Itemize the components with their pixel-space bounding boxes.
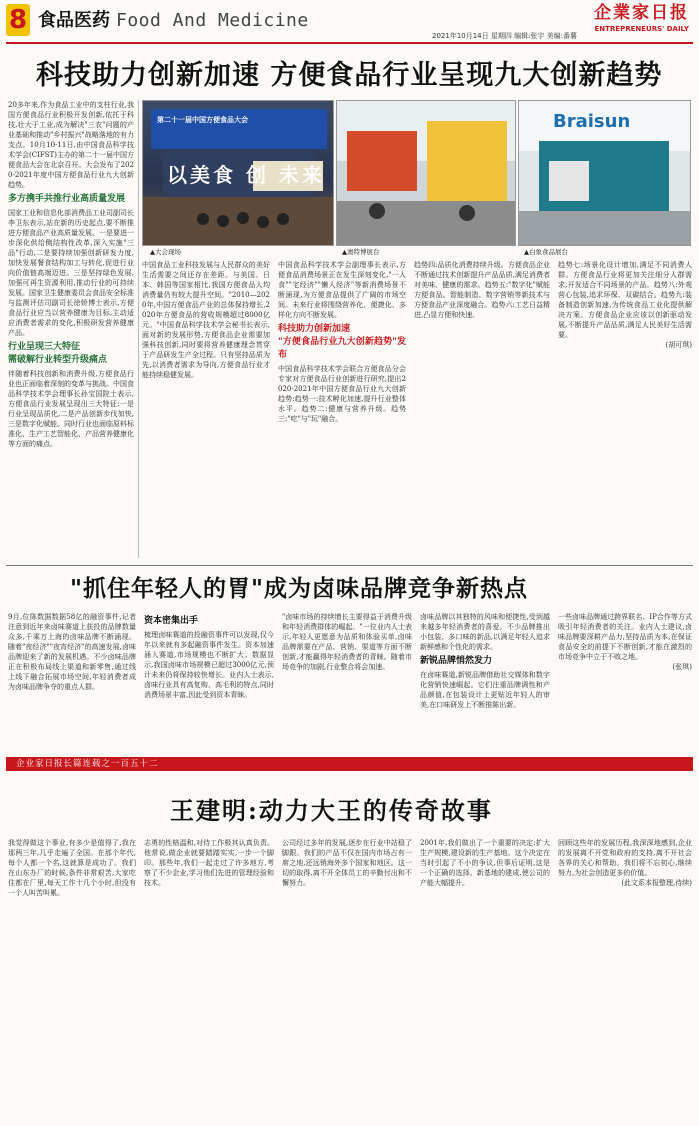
story2-column-4: [420, 612, 550, 752]
story2-author: (张琪): [672, 663, 692, 671]
booth-image-1: [337, 101, 516, 246]
story1-author: (胡可琪): [665, 341, 692, 349]
story3-column-1: [8, 838, 136, 1120]
story1-col2-text: 中国食品工业科技发展与人民群众的美好生活需要之间还存在差距。与美国、日本、韩国等国家相比,我国方便食品人均消费量仍有较大提升空间。"2010—2020年,中国方便食品产业的总体保持增长,2020年方便食品的营收规模超过8000亿元。"中国食品科学技术学会秘书长表示,面对新的发展形势,方便食品企业需要加强科技创新,同时要将营养健康理念贯穿于产品研发生产全过程。只有坚持品质为先,以消费者需求为导向,方便食品行业才能持续稳健发展。: [142, 261, 270, 379]
newspaper-logo-en: ENTREPRENEURS' DAILY: [594, 25, 689, 33]
booth-brand-sign: Braisun: [553, 111, 631, 132]
story1-col1b-text: 伴随着科技创新和消费升级,方便食品行业也正面临着深刻的变革与挑战。中国食品科学技术学会理事长孙宝国院士表示,方便食品行业发展呈现出三大特征:一是行业呈现品质化,二是产品创新步伐加快,三是数字化赋能。同时行业也面临原料标准化、生产工艺智能化、产品营养健康化等方面的痛点。: [8, 370, 134, 448]
masthead-rule: [6, 42, 693, 44]
story2-column-1: [8, 612, 136, 752]
section-divider-1: [6, 565, 693, 566]
section-title-en: Food And Medicine: [116, 10, 309, 31]
serial-band-label: 企业家日报长篇连载之一百五十二: [16, 759, 159, 769]
story2-col4-text: 卤味品牌以其独特的风味和便捷性,受到越来越多年轻消费者的喜爱。不少品牌推出小包装、多口味的新品,以满足年轻人追求新鲜感和个性化的需求。: [420, 613, 550, 651]
story3-column-5: [558, 838, 692, 1120]
column-divider: [138, 100, 139, 558]
story2-col2-text: 梳理卤味赛道的投融资事件可以发现,仅今年以来就有多起融资事件发生。资本加速涌入赛道,市场规模也不断扩大。数据显示,我国卤味市场规模已超过3000亿元,预计未来仍将保持较快增长。业内人士表示,卤味行业具有高复购、高毛利的特点,同时消费场景丰富,因此受到资本青睐。: [144, 631, 274, 699]
masthead: [0, 0, 699, 44]
photo-booth-1: [336, 100, 516, 246]
story3-col1-text: 我觉得做这个事业,有多少是值得了,我在那两三年,几乎走遍了全国。在那个年代,每个人都一个名,这就算是成功了。我们在山东办厂的时候,条件非常艰苦,大家吃住都在厂里,每天工作十几个小时,但没有一个人叫苦叫累。: [8, 839, 136, 897]
story1-subhead-1: 多方携手共推行业高质量发展: [8, 194, 126, 204]
story1-col4-text: 趋势四:品质化消费持续升级。方便食品企业不断通过技术创新提升产品品质,满足消费者对美味、健康的需求。趋势五:"数字化"赋能方便食品。智能制造、数字营销等新技术与方便食品产业深度融合。趋势六:工艺日益精进,凸显方便和快速。: [414, 261, 550, 319]
photo1-caption: ▲大会现场: [150, 248, 181, 256]
story1-intro: 20多年来,作为食品工业中的支柱行业,我国方便食品行业积极开发创新,依托于科技,壮大于工业,成为解决"三农"问题的产业基础和推动"乡村振兴"战略落地的有力支点。10月10-11日,由中国食品科学技术学会(CIFST)主办的第二十一届中国方便食品大会在北京召开。大会发布了2020-2021年度中国方便食品行业九大创新趋势。: [8, 101, 134, 189]
story3-column-4: [420, 838, 550, 1120]
story1-column-2: [142, 260, 270, 558]
story3-col4-text: 2001年,我们做出了一个重要的决定:扩大生产规模,建设新的生产基地。这个决定在当时引起了不小的争议,但事后证明,这是一个正确的选择。新基地的建成,使公司的产能大幅提升。: [420, 839, 550, 887]
story1-subhead-3: 科技助力创新加速 "方便食品行业九大创新趋势"发布: [278, 324, 406, 360]
story2-col1-text: 9月,位陈数据数据58亿的融资事件,记者注意到近年来卤味赛道上获投的品牌数量众多,千乘万上海的卤味品牌不断涌现。随着"夜经济""夜宵经济"的高速发展,卤味品牌迎来了新的发展机遇。不少卤味品牌正在积极布局线上渠道和新零售,通过线上线下融合拓展市场空间,年轻消费者成为卤味品牌争夺的重点人群。: [8, 613, 136, 691]
story1-headline: 科技助力创新加速 方便食品行业呈现九大创新趋势: [36, 60, 663, 91]
story1-column-5: [558, 260, 692, 558]
story2-column-2: [144, 612, 274, 752]
story2-col5-text: 一些卤味品牌通过跨界联名、IP合作等方式吸引年轻消费者的关注。业内人士建议,卤味品牌要深耕产品力,坚持品质为本,在保证食品安全的前提下不断创新,才能在激烈的市场竞争中立于不败之地。: [558, 613, 692, 661]
serial-band: [6, 757, 693, 771]
stage-slogan-text: 以美食 创 未来: [167, 163, 325, 187]
section-title: 食品医药: [38, 10, 110, 31]
story2-subhead-1: 资本密集出手: [144, 616, 199, 626]
story2-col4b-text: 在卤味赛道,新锐品牌借助社交媒体和数字化营销快速崛起。它们注重品牌调性和产品颜值,在包装设计上更贴近年轻人的审美,在口味研发上不断推陈出新。: [420, 671, 550, 709]
story2-column-3: [282, 612, 412, 752]
story1-col3-text: 中国食品科学技术学会副理事长表示,方便食品消费场景正在发生深刻变化,"一人食""宅经济""懒人经济"等新消费场景不断涌现,为方便食品提供了广阔的市场空间。未来行业将围绕营养化、便捷化、多样化方向不断发展。: [278, 261, 406, 319]
story3-column-2: [144, 838, 274, 1120]
newspaper-logo: 企業家日报: [594, 3, 689, 23]
story2-col3-text: "卤味市场的持续增长主要得益于消费升级和年轻消费群体的崛起。"一位业内人士表示,年轻人更愿意为品质和体验买单,卤味品牌需要在产品、营销、渠道等方面不断创新,才能赢得年轻消费者的青睐。随着市场竞争的加剧,行业整合将会加速。: [282, 613, 412, 671]
story2-headline: "抓住年轻人的胃"成为卤味品牌竞争新热点: [70, 575, 528, 602]
story3-headline: 王建明:动力大王的传奇故事: [170, 796, 493, 825]
page-number-badge: 8: [6, 4, 30, 36]
photo-booth-2: [518, 100, 691, 246]
dateline: 2021年10月14日 星期四 编辑:张宇 美编:番薯: [432, 32, 578, 40]
story1-subhead-2: 行业呈现三大特征 需破解行业转型升级痛点: [8, 342, 108, 365]
stage-banner-text: 第二十一届中国方便食品大会: [157, 116, 248, 124]
story3-col2-text: 志勇的性格温和,对待工作极其认真负责。他常说,做企业就要踏踏实实,一步一个脚印。那些年,我们一起走过了许多地方,考察了不少企业,学习他们先进的管理经验和技术。: [144, 839, 274, 887]
story2-column-5: [558, 612, 692, 752]
story1-col5-text: 趋势七:场景化设计增加,满足不同消费人群。方便食品行业将更加关注细分人群需求,开发适合不同场景的产品。趋势八:外观营心包装,追求环保、双碳结合。趋势九:装备制造创新加速,为传统食品工业化提供解决方案。方便食品企业应该以创新驱动发展,不断提升产品品质,满足人民美好生活需要。: [558, 261, 692, 339]
story1-column-4: [414, 260, 550, 558]
story2-subhead-2: 新锐品牌悄然发力: [420, 656, 493, 666]
story1-column-1: [8, 100, 134, 558]
story1-col3b-text: 中国食品科学技术学会联合方便食品分会专家对方便食品行业创新进行研究,提出2020-2021年中国方便食品行业九大创新趋势:趋势一:技术孵化加速,提升行业整体水平。趋势二:健康与营养升级。趋势三:"吃"与"玩"融合。: [278, 365, 406, 423]
story3-column-3: [282, 838, 412, 1120]
photo2-caption: ▲澳特博展台: [342, 248, 380, 256]
story3-author: (此文系本报整理,待续): [621, 879, 692, 887]
story1-column-3: [278, 260, 406, 558]
story3-col5-text: 回顾这些年的发展历程,我深深地感到,企业的发展离不开党和政府的支持,离不开社会各界的关心和帮助。我们将不忘初心,继续努力,为社会创造更多的价值。: [558, 839, 692, 877]
story1-col1-text: 国家工业和信息化部消费品工业司副司长李卫东表示,站在新的历史起点,要不断推进方便食品产业高质量发展。一是要进一步深化供给侧结构性改革,深入实施"三品"行动,二是要持续加强创新研发力度,加快发展餐食结构加工与转化,促进行业向价值链高端迈进。三是坚持绿色发展,加强可再生资源利用,推动行业的可持续发展。国家卫生健康委员会食品安全标准与监测评估司副司长徐娇博士表示,方便食品行业应当以营养健康为目标,主动适应消费者需求的变化,积极研发营养健康产品。: [8, 209, 134, 337]
story3-col3-text: 公司经过多年的发展,逐步在行业中站稳了脚跟。我们的产品不仅在国内市场占有一席之地,还远销海外多个国家和地区。这一切的取得,离不开全体员工的辛勤付出和不懈努力。: [282, 839, 412, 887]
photo3-caption: ▲白象食品展台: [524, 248, 568, 256]
photo-conference: [142, 100, 334, 246]
